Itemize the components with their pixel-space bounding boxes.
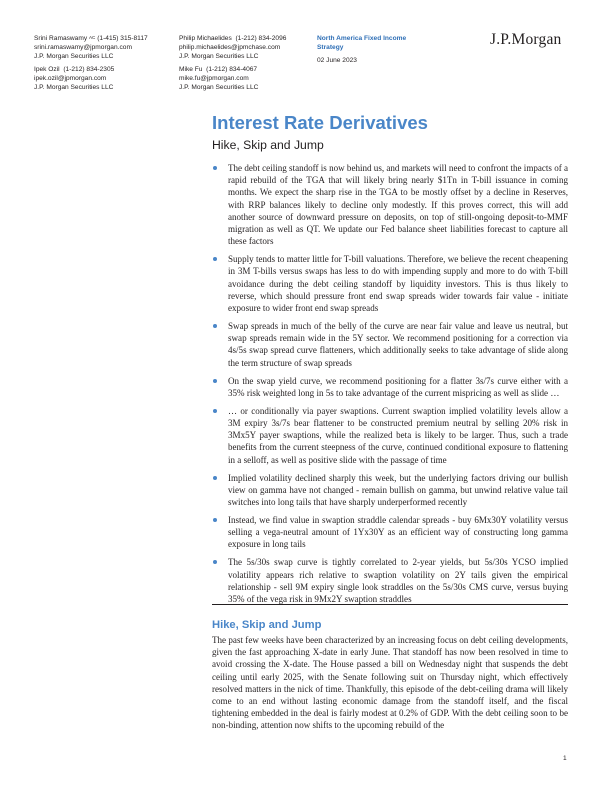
summary-bullet: On the swap yield curve, we recommend positioning for a flatter 3s/7s curve either with a 35% risk weighted long in 5s to take advantage of the current mispricing as well as slide …	[212, 375, 568, 399]
bullet-dot-icon	[213, 409, 217, 413]
author-email[interactable]: ipek.ozil@jpmorgan.com	[34, 75, 107, 83]
author-name-line: Ipek Ozil (1-212) 834-2305	[34, 66, 115, 74]
author-name-line: Philip Michaelides (1-212) 834-2096	[179, 35, 287, 42]
author-firm: J.P. Morgan Securities LLC	[179, 53, 259, 61]
author-firm: J.P. Morgan Securities LLC	[179, 84, 259, 92]
department-name-cont: Strategy	[317, 44, 344, 52]
bullet-dot-icon	[213, 324, 217, 328]
summary-bullet: Supply tends to matter little for T-bill valuations. Therefore, we believe the recent cheapening in 3M T-bills versus swaps has less to do with impending supply and more to do with T-bill avoidance during the debt ceiling standoff by liquidity investors. This is thus likely to reverse, which should pressure front end swap spreads wider towards fair value - initiate exposure to wider front end swap spreads	[212, 253, 568, 314]
summary-bullet: Swap spreads in much of the belly of the curve are near fair value and leave us neutral, but swap spreads remain wide in the 5Y sector. We recommend positioning for a correction via 4s/5s swap spread curve flatteners, which additionally seeks to take advantage of slide along the term structure of swap spreads	[212, 320, 568, 369]
author-email[interactable]: philip.michaelides@jpmchase.com	[179, 44, 281, 52]
bullet-dot-icon	[213, 476, 217, 480]
bullet-dot-icon	[213, 518, 217, 522]
section-divider	[212, 604, 568, 605]
body-paragraph: The past few weeks have been characterized by an increasing focus on debt ceiling developments, given the fast approaching X-date in early June. That standoff has now been resolved in time to avoid crossing the X-date. The House passed a bill on Wednesday night that suspends the debt ceiling until early 2025, with the Senate following suit on Thursday night, which effectively resolved matters in the nick of time. Thankfully, this episode of the debt-ceiling drama will likely come to an end without lasting economic damage from the standoff itself, and the fiscal tightening embedded in the deal is fairly modest at 0.2% of GDP. With the debt ceiling soon to be non-binding, attention now shifts to the upcoming rebuild of the	[212, 635, 568, 731]
summary-bullet: … or conditionally via payer swaptions. Current swaption implied volatility levels allow a 3M expiry 3s/7s bear flattener to be constructed premium neutral by selling 20% risk in 3Mx5Y payer swaptions, while the realized beta is likely to be larger. Thus, such a trade benefits from the current steepness of the curve, continued conditional exposure to flattening in a selloff, as well as positive slide with the passage of time	[212, 405, 568, 466]
summary-bullet: Instead, we find value in swaption straddle calendar spreads - buy 6Mx30Y volatility versus selling a vega-neutral amount of 1Yx30Y as an efficient way of constructing long gamma exposure in long tails	[212, 514, 568, 551]
author-email[interactable]: srini.ramaswamy@jpmorgan.com	[34, 44, 132, 52]
author-email[interactable]: mike.fu@jpmorgan.com	[179, 75, 249, 83]
report-date: 02 June 2023	[317, 57, 357, 65]
report-info	[317, 34, 406, 65]
author-firm: J.P. Morgan Securities LLC	[34, 84, 114, 92]
summary-bullet-list	[212, 162, 568, 611]
bullet-dot-icon	[213, 379, 217, 383]
author-firm: J.P. Morgan Securities LLC	[34, 53, 114, 61]
jpmorgan-logo: J.P.Morgan	[490, 31, 562, 48]
summary-bullet: The 5s/30s swap curve is tightly correlated to 2-year yields, but 5s/30s YCSO implied volatility appears rich relative to swaption volatility on 2Y tails given the empirical relationship - sell 9M expiry single look straddles on the 5s/30s CMS curve, versus buying 35% of the vega risk in 9Mx2Y swaption straddles	[212, 556, 568, 605]
author-name-line: Srini Ramaswamy $^{AC}$ (1-415) 315-8117	[34, 35, 148, 42]
department-name: North America Fixed Income	[317, 35, 407, 42]
summary-bullet: Implied volatility declined sharply this week, but the underlying factors driving our bullish view on gamma have not changed - remain bullish on gamma, but unwind relative value tail switches into long tails that have sharply underperformed recently	[212, 472, 568, 509]
author-column-1	[34, 34, 148, 93]
author-column-2	[179, 34, 286, 93]
bullet-dot-icon	[213, 257, 217, 261]
page-title: Interest Rate Derivatives	[212, 112, 428, 133]
page-number: 1	[563, 755, 567, 762]
bullet-dot-icon	[213, 166, 217, 170]
bullet-dot-icon	[213, 560, 217, 564]
page-subtitle: Hike, Skip and Jump	[212, 138, 324, 152]
summary-bullet: The debt ceiling standoff is now behind us, and markets will need to confront the impacts of a rapid rebuild of the TGA that will likely bring nearly $1Tn in T-bill issuance in coming months. We expect the sharp rise in the TGA to be mostly offset by a decline in Reserves, with RRP balances likely to decline only modestly. If this proves correct, this will add another source of downward pressure on deposits, on top of still-ongoing deposit-to-MMF migration as well as QT. We update our Fed balance sheet liabilities forecast to capture all these factors	[212, 162, 568, 247]
author-name-line: Mike Fu (1-212) 834-4067	[179, 66, 258, 74]
section-heading: Hike, Skip and Jump	[212, 619, 322, 631]
